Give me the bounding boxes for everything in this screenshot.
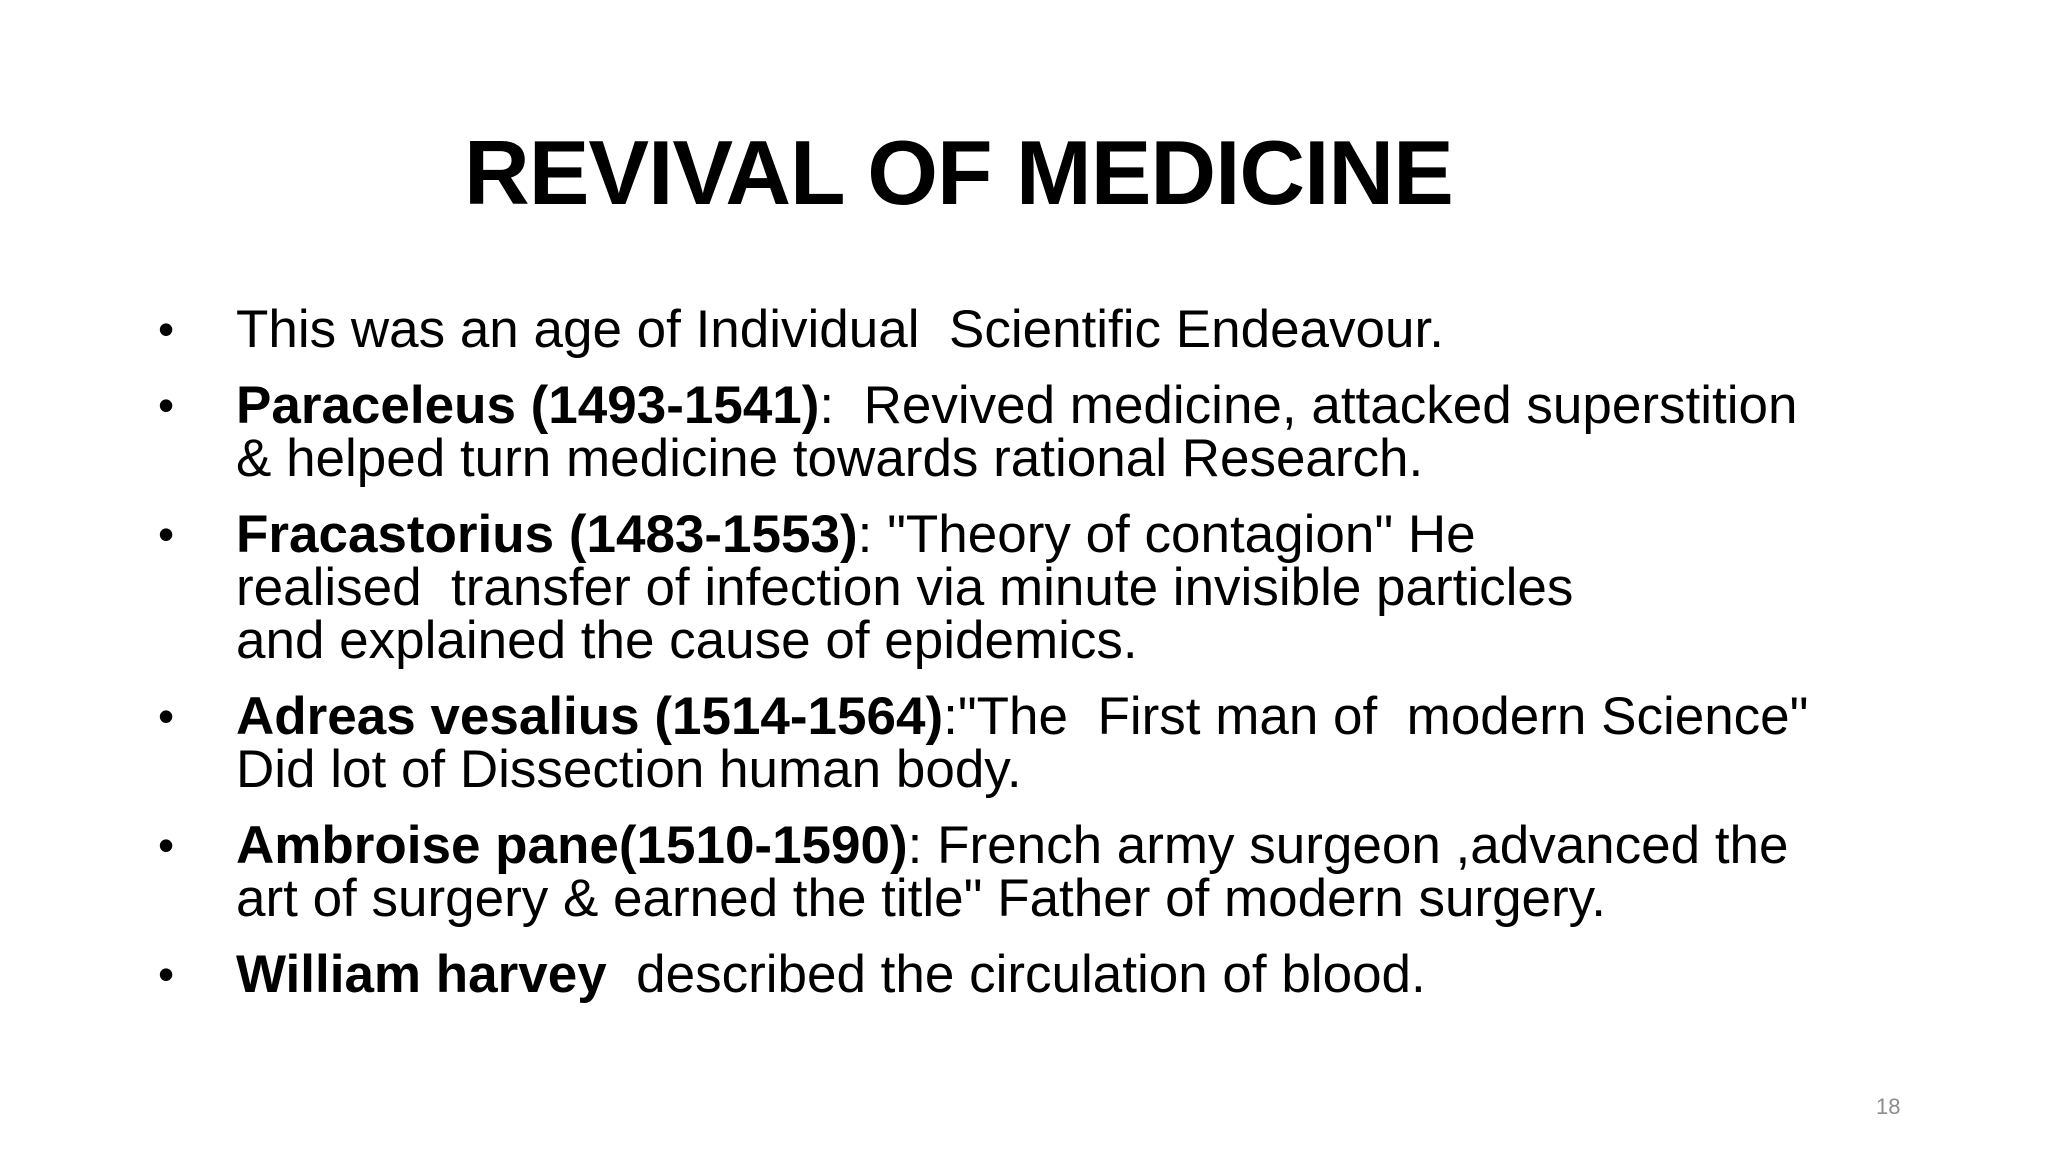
bullet-text: This was an age of Individual Scientific Endeavour. [236, 300, 1444, 359]
bullet-line [236, 505, 1918, 564]
bullet-text: : Revived medicine, attacked superstition [819, 376, 1798, 435]
bullet-text: :"The First man of modern Science" [943, 687, 1809, 746]
bullet-item [158, 376, 1918, 488]
bullet-line [236, 945, 1918, 1004]
bullet-bold-text: Adreas vesalius (1514-1564) [236, 687, 944, 746]
bullet-text: realised transfer of infection via minute invisible particles [236, 558, 1574, 617]
bullet-line [236, 869, 1918, 928]
bullet-item [158, 945, 1918, 1004]
bullet-text: and explained the cause of epidemics. [236, 611, 1138, 670]
bullet-line [236, 376, 1918, 435]
bullet-line [236, 611, 1918, 670]
bullet-text: described the circulation of blood. [606, 945, 1426, 1004]
bullet-marker: • [158, 379, 175, 431]
bullet-bold-text: Paraceleus (1493-1541) [236, 376, 820, 435]
bullet-line [236, 687, 1918, 746]
bullet-text: : "Theory of contagion" He [857, 505, 1476, 564]
bullet-item [158, 816, 1918, 928]
bullet-text: Did lot of Dissection human body. [236, 740, 1022, 799]
bullet-line [236, 816, 1918, 875]
bullet-marker: • [158, 948, 175, 1000]
bullet-bold-text: William harvey [236, 945, 607, 1004]
bullet-bold-text: Ambroise pane(1510-1590) [236, 816, 908, 875]
bullet-marker: • [158, 303, 175, 355]
slide-title: REVIVAL OF MEDICINE [464, 123, 1453, 224]
bullet-line [236, 740, 1918, 799]
bullet-line [236, 558, 1918, 617]
bullet-text: : French army surgeon ,advanced the [907, 816, 1789, 875]
bullet-marker: • [158, 508, 175, 560]
bullet-marker: • [158, 690, 175, 742]
bullet-marker: • [158, 819, 175, 871]
page-number: 18 [1876, 1094, 1901, 1119]
bullet-line [236, 429, 1918, 488]
bullet-bold-text: Fracastorius (1483-1553) [236, 505, 858, 564]
bullet-list [158, 300, 1918, 1024]
bullet-line [236, 300, 1918, 359]
bullet-item [158, 505, 1918, 670]
bullet-item [158, 687, 1918, 799]
bullet-text: & helped turn medicine towards rational Research. [236, 429, 1424, 488]
bullet-text: art of surgery & earned the title" Father of modern surgery. [236, 869, 1606, 928]
bullet-item [158, 300, 1918, 359]
